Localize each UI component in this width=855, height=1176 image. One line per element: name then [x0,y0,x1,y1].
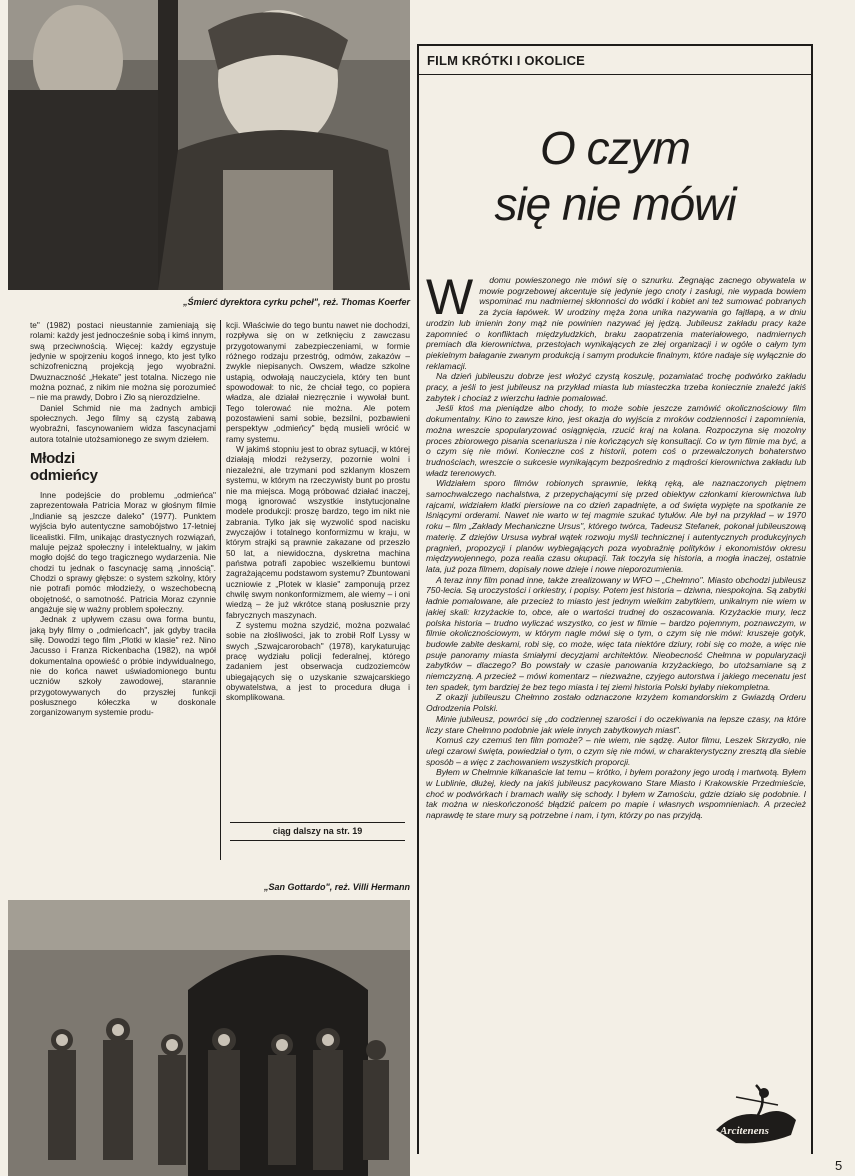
article-column-2 [226,320,410,820]
page-number: 5 [835,1158,843,1173]
right-paragraph-4: Widziałem sporo filmów robionych sprawnie, lekką ręką, ale naznaczonych piętnem samochwalczego nachalstwa, z przepychającymi się przed obiektyw członkami kierownictwa lub rajcami, widziałem klatki piersiowe na co dzień zapadnięte, a od święta wypięte na spotkanie ze lśniącymi orderami. Nawet nie warto w tej magmie szukać tytułów. Ale był na przykład – w 1970 roku – film „Zakłady Mechaniczne Ursus", którego twórca, Tadeusz Stefanek, pokonał jubileuszową materię. Z dziejów Ursusa wybrał wątek rozwoju myśli technicznej i autentycznych produkcyjnych pragnień, propozycji i planów wybiegających poza wyobraźnię polityków i ekonomistów okresu międzywojennego, poza realia czasu okupacji. Tak toczyła się historia, a mogła inaczej, ostatnie lata, już poza filmem, dopisały nowe dzieje i nowe nieporozumienia. [426,478,806,574]
section-label-rule [417,74,813,75]
col2-paragraph-2: W jakimś stopniu jest to obraz sytuacji, w której działają młodzi reżyserzy, pozornie wolni i niezależni, ale trzymani pod szklanym kloszem systemu, w którym na rzeczywisty bunt po prostu nie ma miejsca. Mogą próbować działać inaczej, mogą ignorować wszystkie instytucjonalne modele produkcji: proszę bardzo, tego im nikt nie zabrania. Tylko jak się wyzwolić spod nacisku zwyczajów i totalnego konformizmu w kraju, w którym strajki są prawnie zakazane od przeszło 50 lat, a niewidoczna, dyskretna machina państwa potrafi zapobiec wszelkiemu buntowi zagrażającemu podstawom systemu? Zbuntowani uczniowie z „Plotek w klasie" zamponują przez chwilę swym nonkonformizmem, ale wiemy – i oni wiedzą – że już wkrótce staną posłusznie przy fabrycznych maszynach. [226,444,410,620]
logo-text: Arcitenens [720,1125,769,1137]
subheading [30,450,216,484]
subheading-line-2: odmieńcy [30,467,98,485]
drop-cap: W [426,275,474,325]
right-paragraph-9: Byłem w Chełmnie kilkanaście lat temu – krótko, i byłem porażony jego urodą i martwotą. Byłem w Lublinie, dłużej, kiedy na jakiś jubileusz pacykowano Stare Miasto i Krakowskie Przedmieście, choć w podwórkach i bramach waliły się schody. I byłem w Zamościu, gdzie działo się podobnie. I tak można w nieskończoność błądzić palcem po mapie i własnych wspomnieniach. A przecież naprawdę te stare mury są potrzebne i nam, i tym, którzy po nas przyjdą. [426,767,806,821]
headline [425,120,805,232]
right-paragraph-3: Jeśli ktoś ma pieniądze albo chody, to może sobie jeszcze zamówić okolicznościowy film dokumentalny. Kino to zawsze kino, jest okazja do wyjścia z mroków codzienności i zapomnienia, można wreszcie spopularyzować osiągnięcia, rzucić kraj na kolana. Rozpoczyna się mozolny proces zbiorowego pisania scenariusza i nie kończących się konsultacji. Co w tym filmie ma być, a o czym się nie mówi. Konieczne coś z historii, potem coś o przewalczonych bohaterstwo trudnościach, wreszcie o sukcesie wynikającym bezpośrednio z mądrości kierownictwa zakładu lub władz terenowych. [426,403,806,478]
bottom-photo-illustration [8,900,410,1176]
top-photo-caption: „Śmierć dyrektora cyrku pcheł", reż. Thomas Koerfer [183,297,410,307]
col1-paragraph-3: Inne podejście do problemu „odmieńca" zaprezentowała Patricia Moraz w głośnym filmie „Indianie są jeszcze daleko" (1977). Punktem wyjścia było autentyczne samobójstwo 17-letniej licealistki. Film, unikając drastycznych rozwiązań, maluje pejzaż społeczny i intelektualny, w jakim mogło dojść do tego tragicznego wydarzenia. Nie chodzi tu jednak o fascynację samą „innością". Chodzi o sprawy głębsze: o system szkolny, który nie potrafi pomóc młodzieży, o wszechobecną obojętność, o samotność. Patricia Moraz czynnie angażuje się w ważny problem społeczny. [30,490,216,614]
column-divider [220,320,221,860]
subheading-line-1: Młodzi [30,450,75,468]
col1-paragraph-4: Jednak z upływem czasu owa forma buntu, jaką były filmy o „odmieńcach", jak gdyby traciła siłę. Dowodzi tego film „Plotki w klasie" reż. Nino Jacusso i Franza Rickenbacha (1982), na wpół dokumentalna opowieść o próbie indywidualnego, nie do końca nawet uświadomionego buntu uczniów szkoły zawodowej, starannie przygotowywanych do przyszłej funkcji posłusznego kółeczka w doskonale zorganizowanym systemie produ- [30,614,216,718]
col2-paragraph-1: kcji. Właściwie do tego buntu nawet nie dochodzi, rozpływa się on w zetknięciu z zawczasu przygotowanymi zabezpieczeniami, w formie różnego rodzaju przestróg, odmów, zakazów – zwykle niepisanych. Owszem, władze szkolne ustąpią, odwołają nauczyciela, który ten bunt spowodował: to nic, że chciał tego, co popiera władza, ale działał niezręcznie i wywołał bunt. Tego tolerować nie można. Ale potem pozostawieni sami sobie, bezsilni, pozbawieni perspektyw „odmieńcy" będą musieli wrócić w ramy systemu. [226,320,410,444]
right-paragraph-5: A teraz inny film ponad inne, także zrealizowany w WFO – „Chełmno". Miasto obchodzi jubileusz 750-lecia. Są uroczystości i orkiestry, i popisy. Potem jest historia – dziwna, niespokojna. Są zabytki ładnie pomalowane, ale przecież to miasto jest jednym wielkim zabytkiem, unikalnym nie wiem w jakiej skali: krzyżackie to, obce, ale o wartości trudnej do oszacowania. Krzyżackie mury, lecz polska historia – trudno wyliczać wszystko, co jest w filmie – bardzo pojemnym, poznawczym, w filmie okolicznościowym, w którym nagle mówi się o tym, o czym się nie mówi: kruszeje gotyk, budowle zabite deskami, robi się, co może, więc tata niektóre dziury, robi się co może, a więc nie psuje panoramy miasta śmiałymi decyzjami architektów. Nieobecność Chełmna w popularyzacji zabytków – dlaczego? Bo powstały w czasie panowania krzyżackiego, bo utożsamiane są z niemczyzną. A przecież – mówi komentarz – niezważne, czyjego autorstwa i jakiego mecenatu jest ten spadek, tym bardziej że bez tego miasta i tej ziemi historia Polski byłaby niekompletna. [426,574,806,692]
headline-line-1: O czym [540,122,690,174]
right-frame-left-border [417,44,419,1154]
continued-note: ciąg dalszy na str. 19 [272,826,363,836]
top-photo [8,0,410,290]
right-paragraph-6: Z okazji jubileuszu Chełmno zostało odznaczone krzyżem komandorskim z Gwiazdą Orderu Odrodzenia Polski. [426,692,806,714]
headline-line-2: się nie mówi [494,178,736,230]
right-paragraph-7: Minie jubileusz, powróci się „do codziennej szarości i do oczekiwania na lepsze czasy, na które liczy stare Chełmno podobnie jak wiele innych zabytkowych miast". [426,713,806,735]
col1-paragraph-1: te" (1982) postaci nieustannie zamieniają się rolami: każdy jest jednocześnie sobą i kimś innym, swą przeciwnością. Więcej: każdy egzystuje jedynie w spojrzeniu kogoś innego, kto jest tylko schizofreniczną projekcją jego wyobraźni. Dwuznaczność „Hekate" jest totalna. Niczego nie można poznać, z nikim nie można się porozumieć – nie ma prawdy, Dobro i Zło są nierozdzielne. [30,320,216,403]
col2-paragraph-3: Z systemu można szydzić, można pozwalać sobie na złośliwości, jak to zrobił Rolf Lyssy w swych „Szwajcarorobach" (1978), karykaturując pracę wydziału policji federalnej, którego zadaniem jest obserwacja cudzoziemców ubiegających się o uzyskanie szwajcarskiego obywatelstwa, a jest to procedura długa i skomplikowana. [226,619,410,703]
continued-rule [230,822,405,823]
article-right-column [426,275,806,1075]
archer-icon [706,1075,806,1155]
continued-rule-bottom [230,840,405,841]
right-frame-right-border [811,44,813,1154]
right-paragraph-8: Komuś czy czemuś ten film pomoże? – nie wiem, nie sądzę. Autor filmu, Leszek Skrzydło, nie ulegi czarowi święta, powiedział o tym, o czym się nie mówi, w charakterystyczny zresztą dla siebie sposób – a więc z zachowaniem wszystkich proporcji. [426,735,806,767]
section-label: FILM KRÓTKI I OKOLICE [427,53,586,68]
arcitenens-logo [706,1075,806,1155]
right-paragraph-1: domu powieszonego nie mówi się o sznurku. Żegnając zacnego obywatela w mowie pogrzebowej akcentuje się jedynie jego cnoty i zasługi, nie wypada bowiem wspominać mu nadmiernej skłonności do wódki i kobiet ani też sumować pobranych za życia łapówek. W urodziny męża żona unika nazywania go fajtłapą, a w dniu urodzin lub imienin żony mąż nie powinien nazywać jej jędzą. Jubileusz zakładu pracy każe zapomnieć o konfliktach międzyludzkich, braku zaopatrzenia materiałowego, nadmiernych premiach dla kierownictwa, przestojach wynikających ze złej organizacji i w ogóle o całym tym piekielnym bałaganie zwanym produkcją i samym produkcie finalnym, które nadaje się wyłącznie do reklamacji. [426,275,806,371]
top-photo-illustration [8,0,410,290]
bottom-photo-caption: „San Gottardo", reż. Villi Hermann [264,882,410,892]
right-frame-top-border [417,44,813,46]
bottom-photo [8,900,410,1176]
col1-paragraph-2: Daniel Schmid nie ma żadnych ambicji społecznych. Jego filmy są czystą zabawą wyobraźni, fascynowaniem widza fascynacjami autora totalnie utożsamionego ze swym dziełem. [30,402,216,444]
article-column-1 [30,320,216,880]
right-paragraph-2: Na dzień jubileuszu dobrze jest włożyć czystą koszulę, pozamiatać trochę podwórko zakładu pracy, a jeśli to jest jubileusz na przykład miasta lub miasteczka trzeba koniecznie znaleźć jakiś zabytek i chociaż z wierzchu ładnie pomalować. [426,371,806,403]
